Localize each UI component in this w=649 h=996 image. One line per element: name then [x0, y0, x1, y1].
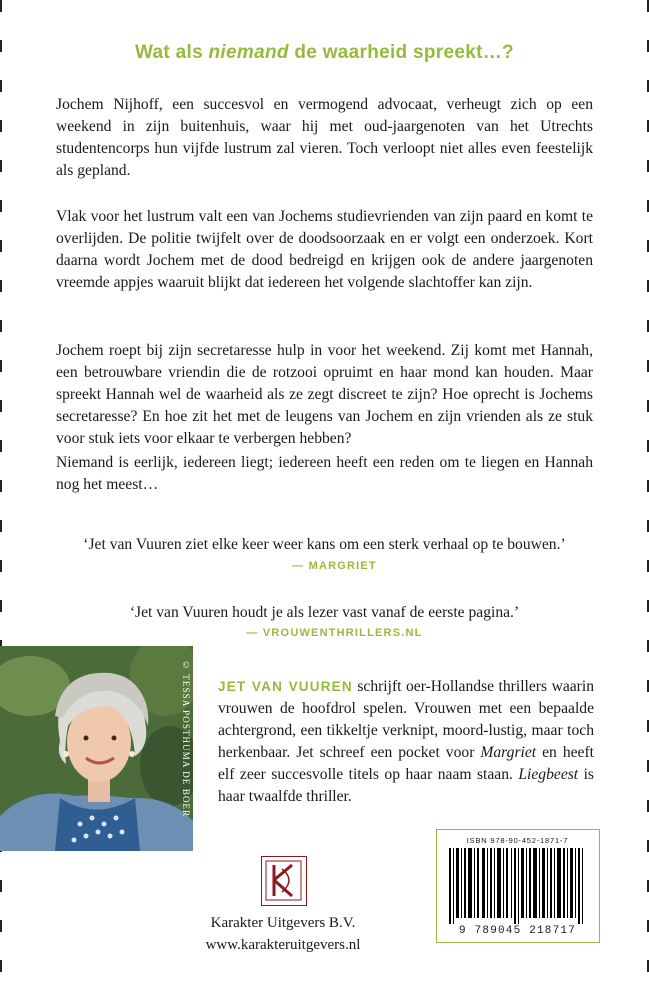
blurb-paragraph-1: Jochem Nijhoff, een succesvol en vermogend advocaat, verheugt zich op een weekend in zijn buitenhuis, waar hij met oud-jaargenoten van het Utrechts studentencorps hun vijfde lustrum zal vieren. Toch verloopt niet alles even feestelijk als gepland. [56, 96, 593, 179]
photo-credit: © TESSA POSTHUMA DE BOER [181, 660, 191, 818]
review-source-2: — VROUWENTHRILLERS.NL [246, 627, 423, 639]
barcode-icon [437, 848, 598, 924]
publisher-website: www.karakteruitgevers.nl [205, 937, 361, 953]
review-quote-1: ‘Jet van Vuuren ziet elke keer weer kans om een sterk verhaal op te bouwen.’ [83, 536, 566, 553]
blurb-paragraph-4: Niemand is eerlijk, iedereen liegt; iedereen heeft een reden om te liegen en Hannah nog het meest… [56, 454, 593, 493]
author-bio: JET VAN VUUREN schrijft oer-Hollandse thrillers waarin vrouwen de hoofdrol spelen. Vrouwen met een bepaalde achtergrond, een tikkeltje verknipt, moord-lustig, maar toch herkenbaar. Jet schreef een pocket voor Margriet en heeft elf zeer succesvolle titels op haar naam staan. Liegbeest is haar twaalfde thriller. [218, 678, 594, 805]
magazine-title: Margriet [480, 744, 537, 761]
publisher-logo-icon [261, 856, 307, 906]
barcode-digits: 9 789045 218717 [458, 925, 577, 937]
publisher-name: Karakter Uitgevers B.V. [210, 915, 356, 931]
tagline-headline: Wat als niemand de waarheid spreekt…? [135, 42, 514, 63]
book-title: Liegbeest [518, 766, 579, 783]
isbn-barcode-box [436, 829, 600, 943]
blurb-paragraph-2: Vlak voor het lustrum valt een van Jochems studievrienden van zijn paard en komt te overlijden. De politie twijfelt over de doodsoorzaak en er volgt een onderzoek. Kort daarna wordt Jochem met de dood bedreigd en krijgen ook de andere jaargenoten vreemde appjes waaruit blijkt dat iedereen het volgende slachtoffer kan zijn. [56, 208, 593, 291]
author-photo [0, 646, 193, 851]
review-quote-2: ‘Jet van Vuuren houdt je als lezer vast vanaf de eerste pagina.’ [129, 604, 520, 621]
review-source-1: — MARGRIET [292, 560, 377, 572]
author-portrait-illustration [0, 646, 193, 851]
isbn-text: ISBN 978-90-452-1871-7 [466, 836, 569, 845]
blurb-paragraph-3: Jochem roept bij zijn secretaresse hulp in voor het weekend. Zij komt met Hannah, een betrouwbare vriendin die de rotzooi opruimt en haar mond kan houden. Maar spreekt Hannah wel de waarheid als ze zegt discreet te zijn? Hoe oprecht is Jochems secretaresse? En hoe zit het met de leugens van Jochem en zijn vrienden als ze stuk voor stuk iets voor elkaar te verbergen hebben? [56, 342, 593, 447]
author-name: JET VAN VUUREN [218, 679, 353, 694]
